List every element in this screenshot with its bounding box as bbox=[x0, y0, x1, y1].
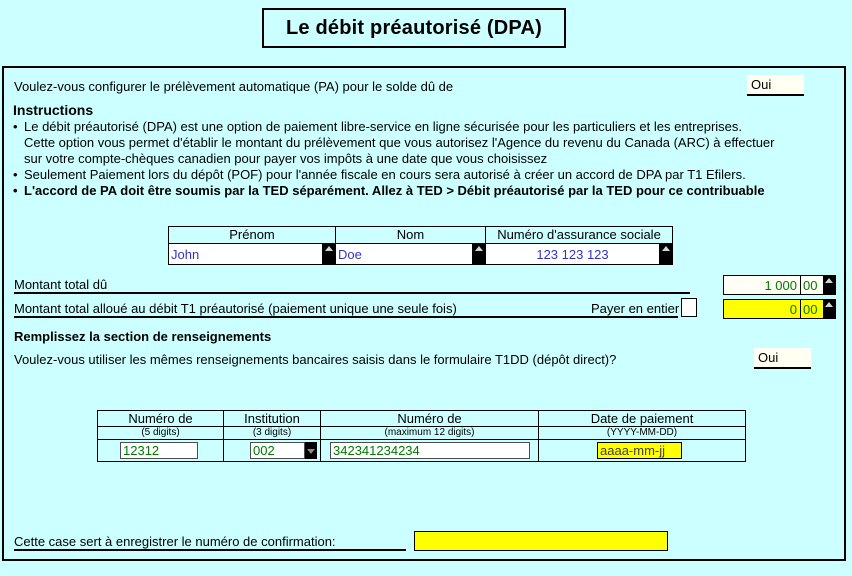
branch-number-input[interactable] bbox=[120, 442, 198, 459]
account-number-input[interactable] bbox=[330, 442, 530, 459]
first-name-spinner[interactable] bbox=[322, 244, 335, 264]
first-name-header: Prénom bbox=[169, 227, 336, 244]
total-due-dollars[interactable]: 1 000 bbox=[724, 276, 800, 294]
instruction-text: Cette option vous permet d'établir le montant du prélèvement que vous autorisez l'Agence du revenu du Canada (ARC) à effectuer bbox=[24, 135, 775, 150]
confirmation-label: Cette case sert à enregistrer le numéro de confirmation: bbox=[14, 534, 336, 549]
instruction-line bbox=[13, 135, 839, 151]
first-name-field[interactable] bbox=[169, 244, 322, 264]
pay-in-full-checkbox[interactable] bbox=[681, 298, 697, 317]
institution-header: Institution bbox=[224, 411, 321, 427]
instruction-text: sur votre compte-chèques canadien pour payer vos impôts à une date que vous choisissez bbox=[24, 151, 548, 166]
page-title-text: Le débit préautorisé (DPA) bbox=[286, 16, 542, 39]
first-name-cell bbox=[169, 244, 336, 264]
allocated-dollars[interactable]: 0 bbox=[724, 300, 800, 318]
allocated-spinner[interactable] bbox=[823, 300, 835, 318]
spin-up-icon bbox=[662, 246, 670, 251]
allocated-underline bbox=[14, 316, 678, 318]
sin-field[interactable] bbox=[486, 244, 659, 264]
balance-question-answer[interactable]: Oui bbox=[747, 75, 804, 96]
total-due-underline bbox=[14, 292, 690, 294]
instructions-list bbox=[13, 119, 839, 199]
branch-number-cell bbox=[98, 440, 224, 461]
account-number-cell bbox=[321, 440, 539, 461]
total-due-spinner[interactable] bbox=[823, 276, 835, 294]
bank-question-answer[interactable]: Oui bbox=[754, 348, 811, 369]
spin-up-icon bbox=[825, 278, 833, 283]
instruction-bullet bbox=[13, 119, 839, 135]
sin-cell bbox=[486, 244, 672, 264]
sin-header: Numéro d'assurance sociale bbox=[486, 227, 672, 244]
payment-date-cell bbox=[539, 440, 745, 461]
total-due-cents[interactable]: 00 bbox=[800, 276, 823, 294]
account-number-header: Numéro de bbox=[321, 411, 539, 427]
last-name-cell bbox=[336, 244, 486, 264]
taxpayer-table bbox=[168, 226, 673, 265]
bullet-icon: • bbox=[13, 167, 18, 182]
branch-number-header: Numéro de bbox=[98, 411, 224, 427]
pay-in-full-label: Payer en entier bbox=[591, 301, 680, 316]
instruction-bullet bbox=[13, 183, 839, 199]
instruction-line bbox=[13, 151, 839, 167]
instruction-text: L'accord de PA doit être soumis par la TED séparément. Allez à TED > Débit préautorisé par la TED pour ce contribuable bbox=[24, 183, 765, 198]
fill-info-heading: Remplissez la section de renseignements bbox=[14, 329, 272, 344]
institution-subheader: (3 digits) bbox=[224, 427, 321, 440]
bullet-icon: • bbox=[13, 119, 18, 134]
allocated-cents[interactable]: 00 bbox=[800, 300, 823, 318]
bank-question-label: Voulez-vous utiliser les mêmes renseignements bancaires saisis dans le formulaire T1DD (dépôt direct)? bbox=[14, 352, 617, 367]
bank-table bbox=[97, 410, 746, 462]
spin-up-icon bbox=[325, 246, 333, 251]
sin-spinner[interactable] bbox=[659, 244, 672, 264]
last-name-field[interactable] bbox=[336, 244, 472, 264]
instructions-heading: Instructions bbox=[13, 102, 94, 118]
total-due-label: Montant total dû bbox=[14, 277, 108, 292]
instruction-bullet bbox=[13, 167, 839, 183]
total-due-amount bbox=[723, 275, 836, 295]
payment-date-subheader: (YYYY-MM-DD) bbox=[539, 427, 745, 440]
spin-up-icon bbox=[475, 246, 483, 251]
spin-up-icon bbox=[825, 302, 833, 307]
confirmation-input[interactable] bbox=[414, 531, 668, 551]
allocated-label: Montant total alloué au débit T1 préautorisé (paiement unique une seule fois) bbox=[14, 301, 457, 316]
last-name-header: Nom bbox=[336, 227, 486, 244]
institution-input[interactable] bbox=[250, 442, 305, 459]
last-name-spinner[interactable] bbox=[472, 244, 485, 264]
payment-date-input[interactable] bbox=[597, 442, 682, 459]
balance-question-label: Voulez-vous configurer le prélèvement automatique (PA) pour le solde dû de bbox=[14, 79, 454, 94]
bullet-icon: • bbox=[13, 183, 18, 198]
institution-dropdown[interactable] bbox=[305, 442, 317, 459]
instruction-text: Seulement Paiement lors du dépôt (POF) pour l'année fiscale en cours sera autorisé à créer un accord de DPA par T1 Efilers. bbox=[24, 167, 746, 182]
chevron-down-icon bbox=[307, 449, 315, 454]
confirmation-underline bbox=[14, 549, 406, 551]
page-title bbox=[262, 8, 566, 48]
payment-date-header: Date de paiement bbox=[539, 411, 745, 427]
account-number-subheader: (maximum 12 digits) bbox=[321, 427, 539, 440]
institution-cell bbox=[224, 440, 321, 461]
branch-number-subheader: (5 digits) bbox=[98, 427, 224, 440]
instruction-text: Le débit préautorisé (DPA) est une option de paiement libre-service en ligne sécurisée pour les particuliers et les entreprises. bbox=[24, 119, 743, 134]
allocated-amount bbox=[723, 299, 836, 319]
